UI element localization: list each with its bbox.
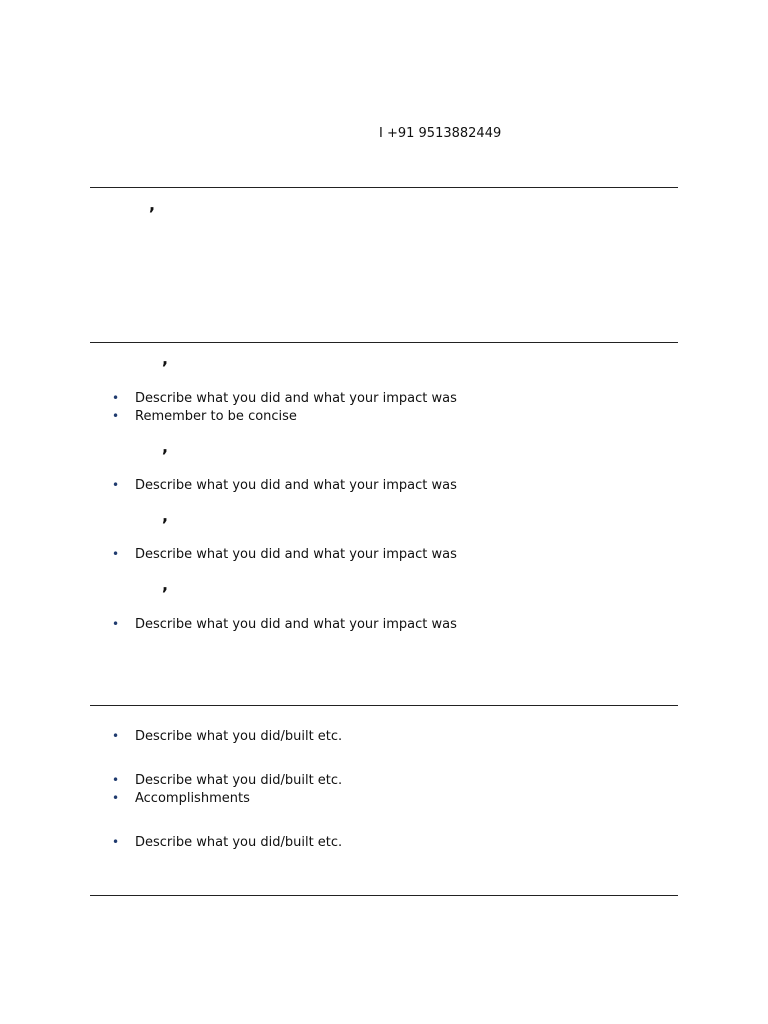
- bullet-icon: •: [112, 729, 120, 743]
- bullet-text: Describe what you did and what your impact was: [135, 547, 457, 562]
- bullet-text: Describe what you did and what your impact was: [135, 478, 457, 493]
- section-divider: [90, 895, 678, 896]
- bullet-text: Describe what you did/built etc.: [135, 773, 343, 788]
- separator-comma: ,: [162, 437, 169, 456]
- bullet-icon: •: [112, 409, 120, 423]
- bullet-icon: •: [112, 791, 120, 805]
- section-divider: [90, 187, 678, 188]
- separator-comma: ,: [162, 575, 169, 594]
- section-divider: [90, 342, 678, 343]
- bullet-icon: •: [112, 835, 120, 849]
- bullet-text: Accomplishments: [135, 791, 250, 806]
- bullet-text: Describe what you did and what your impact was: [135, 617, 457, 632]
- list-item: [112, 615, 457, 634]
- list-item: [112, 771, 342, 790]
- list-item: [112, 789, 250, 808]
- contact-phone: I +91 9513882449: [379, 126, 502, 141]
- bullet-text: Describe what you did/built etc.: [135, 835, 343, 850]
- bullet-icon: •: [112, 478, 120, 492]
- separator-comma: ,: [149, 195, 156, 214]
- list-item: [112, 833, 342, 852]
- list-item: [112, 476, 457, 495]
- bullet-text: Remember to be concise: [135, 409, 297, 424]
- bullet-icon: •: [112, 547, 120, 561]
- bullet-icon: •: [112, 391, 120, 405]
- separator-comma: ,: [162, 349, 169, 368]
- separator-comma: ,: [162, 506, 169, 525]
- bullet-icon: •: [112, 617, 120, 631]
- bullet-text: Describe what you did/built etc.: [135, 729, 343, 744]
- list-item: [112, 407, 297, 426]
- list-item: [112, 545, 457, 564]
- bullet-text: Describe what you did and what your impact was: [135, 391, 457, 406]
- list-item: [112, 727, 342, 746]
- section-divider: [90, 705, 678, 706]
- bullet-icon: •: [112, 773, 120, 787]
- list-item: [112, 389, 457, 408]
